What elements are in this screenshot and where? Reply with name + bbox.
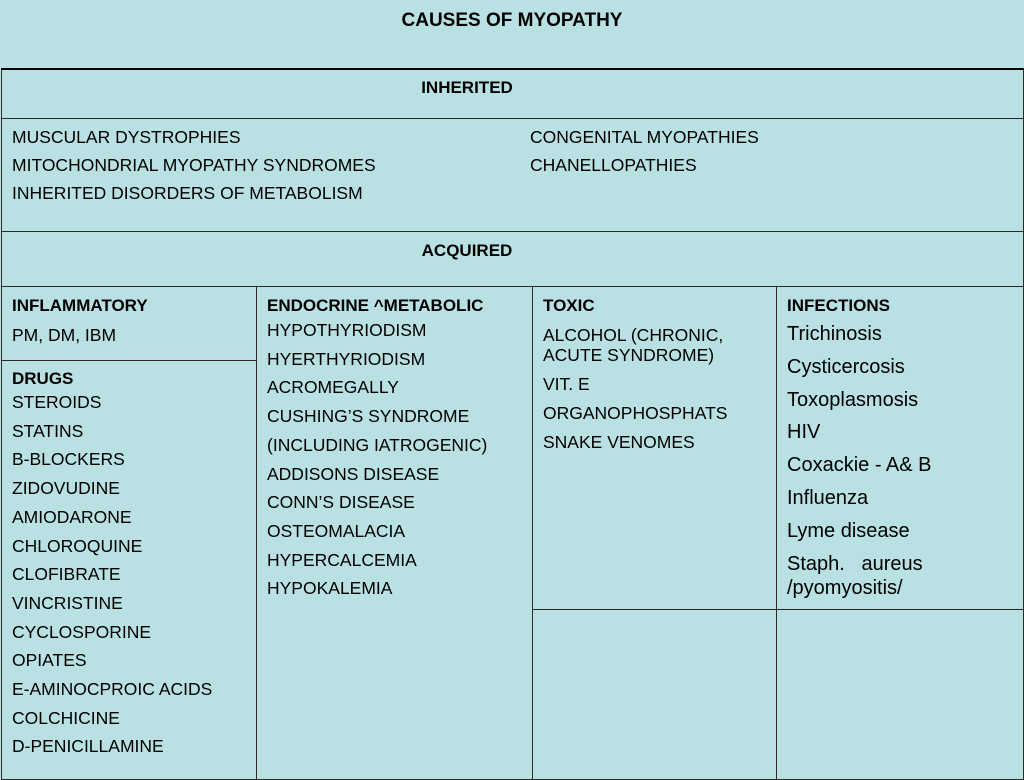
list-item: HIV [787, 421, 821, 444]
empty-cell [532, 609, 777, 780]
list-item: CLOFIBRATE [12, 564, 121, 585]
list-item: CONN’S DISEASE [267, 492, 415, 513]
endocrine-cell [256, 286, 533, 780]
list-item: Trichinosis [787, 323, 882, 345]
list-item: PM, DM, IBM [12, 325, 117, 345]
inherited-header-cell [1, 68, 1024, 119]
inflammatory-cell [1, 286, 257, 361]
list-item: VIT. E [543, 374, 590, 394]
inherited-left-item: INHERITED DISORDERS OF METABOLISM [12, 183, 363, 203]
inherited-header: INHERITED [421, 78, 513, 97]
drugs-cell [1, 360, 257, 780]
list-item: HYPOKALEMIA [267, 578, 393, 599]
inherited-left-item: MITOCHONDRIAL MYOPATHY SYNDROMES [12, 155, 376, 175]
page-title: CAUSES OF MYOPATHY [401, 10, 623, 31]
drugs-heading: DRUGS [12, 369, 74, 388]
inflammatory-heading: INFLAMMATORY [12, 296, 148, 315]
list-item: ZIDOVUDINE [12, 478, 120, 499]
inherited-left-item: MUSCULAR DYSTROPHIES [12, 127, 241, 147]
list-item: ALCOHOL (CHRONIC, ACUTE SYNDROME) [543, 325, 724, 365]
acquired-header-cell [1, 231, 1024, 287]
endocrine-heading: ENDOCRINE ^METABOLIC [267, 296, 484, 315]
list-item: B-BLOCKERS [12, 449, 125, 470]
list-item: ADDISONS DISEASE [267, 463, 440, 484]
list-item: Staph. aureus /pyomyositis/ [787, 552, 929, 599]
list-item: ACROMEGALLY [267, 377, 399, 398]
list-item: Coxackie - A& B [787, 454, 932, 477]
list-item: CHLOROQUINE [12, 535, 143, 556]
list-item: HYERTHYRIODISM [267, 348, 426, 369]
list-item: SNAKE VENOMES [543, 432, 695, 452]
list-item: ORGANOPHOSPHATS [543, 403, 728, 423]
infections-heading: INFECTIONS [787, 296, 890, 315]
list-item: STATINS [12, 420, 84, 441]
infections-cell [776, 286, 1024, 610]
inherited-right-item: CONGENITAL MYOPATHIES [530, 127, 759, 147]
inherited-content-cell [1, 118, 1024, 232]
list-item: Influenza [787, 486, 869, 509]
toxic-heading: TOXIC [543, 296, 595, 315]
list-item: Lyme disease [787, 519, 910, 542]
list-item: OPIATES [12, 650, 87, 671]
list-item: CUSHING’S SYNDROME [267, 406, 470, 427]
inherited-right-item: CHANELLOPATHIES [530, 155, 697, 175]
list-item: Cysticercosis [787, 355, 905, 378]
list-item: D-PENICILLAMINE [12, 736, 164, 757]
list-item: OSTEOMALACIA [267, 520, 406, 541]
toxic-cell [532, 286, 777, 610]
list-item: AMIODARONE [12, 506, 132, 527]
list-item: E-AMINOCPROIC ACIDS [12, 679, 213, 700]
list-item: VINCRISTINE [12, 592, 123, 613]
list-item: (INCLUDING IATROGENIC) [267, 434, 488, 455]
acquired-header: ACQUIRED [421, 241, 513, 260]
list-item: COLCHICINE [12, 707, 120, 728]
list-item: CYCLOSPORINE [12, 621, 152, 642]
list-item: STEROIDS [12, 392, 102, 412]
list-item: HYPERCALCEMIA [267, 549, 417, 570]
list-item: Toxoplasmosis [787, 388, 919, 411]
empty-cell [776, 609, 1024, 780]
list-item: HYPOTHYRIODISM [267, 320, 427, 340]
